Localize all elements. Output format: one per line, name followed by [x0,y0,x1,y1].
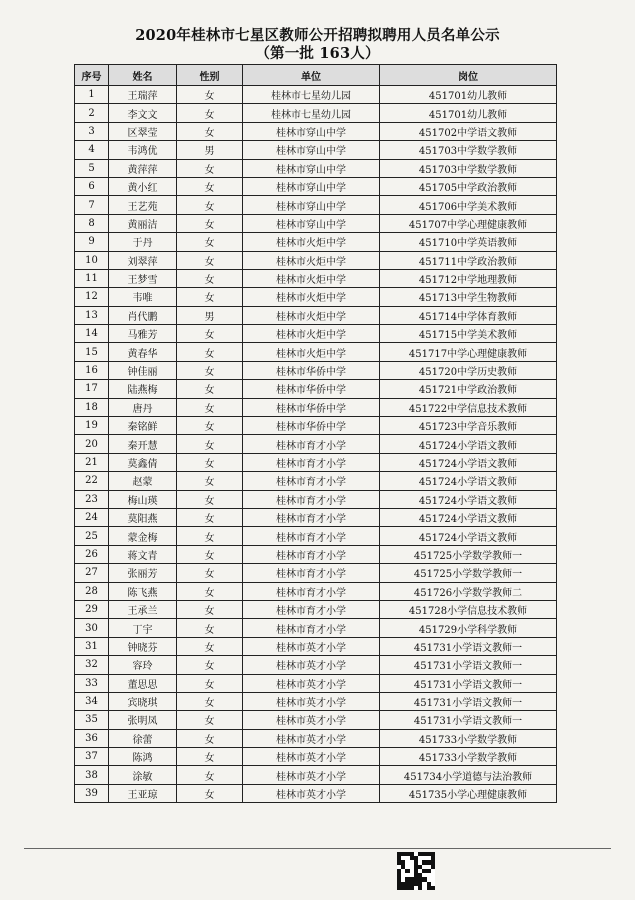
table-header-row [75,65,557,86]
cell-name: 陈飞燕 [109,582,177,600]
table-row [75,656,557,674]
cell-position: 451712中学地理教师 [380,269,557,287]
cell-name: 蒋文青 [109,545,177,563]
cell-seq: 21 [75,453,109,471]
cell-unit: 桂林市育才小学 [243,600,380,618]
cell-position: 451728小学信息技术教师 [380,600,557,618]
cell-position: 451725小学数学教师一 [380,564,557,582]
table-row [75,380,557,398]
cell-gender: 女 [177,766,243,784]
cell-name: 马雅芳 [109,325,177,343]
cell-unit: 桂林市英才小学 [243,784,380,802]
cell-unit: 桂林市火炬中学 [243,233,380,251]
cell-gender: 女 [177,398,243,416]
cell-seq: 37 [75,748,109,766]
cell-position: 451714中学体育教师 [380,306,557,324]
cell-seq: 35 [75,711,109,729]
cell-position: 451702中学语文教师 [380,122,557,140]
cell-name: 王瑞萍 [109,86,177,104]
header-name: 姓名 [109,65,177,86]
cell-seq: 8 [75,214,109,232]
cell-position: 451724小学语文教师 [380,490,557,508]
cell-position: 451705中学政治教师 [380,177,557,195]
cell-unit: 桂林市七星幼儿园 [243,104,380,122]
table-row [75,86,557,104]
cell-position: 451721中学政治教师 [380,380,557,398]
cell-position: 451724小学语文教师 [380,453,557,471]
table-row [75,141,557,159]
cell-gender: 女 [177,343,243,361]
table-row [75,233,557,251]
table-row [75,472,557,490]
cell-name: 于丹 [109,233,177,251]
table-row [75,766,557,784]
cell-position: 451734小学道德与法治教师 [380,766,557,784]
cell-unit: 桂林市华侨中学 [243,398,380,416]
cell-position: 451731小学语文教师一 [380,637,557,655]
cell-gender: 女 [177,196,243,214]
cell-gender: 女 [177,417,243,435]
cell-seq: 36 [75,729,109,747]
cell-name: 张明凤 [109,711,177,729]
cell-seq: 39 [75,784,109,802]
cell-gender: 女 [177,674,243,692]
cell-seq: 24 [75,508,109,526]
cell-seq: 18 [75,398,109,416]
cell-gender: 女 [177,86,243,104]
cell-position: 451731小学语文教师一 [380,656,557,674]
cell-name: 梅山瑛 [109,490,177,508]
cell-unit: 桂林市穿山中学 [243,122,380,140]
table-row [75,325,557,343]
cell-unit: 桂林市穿山中学 [243,159,380,177]
cell-seq: 15 [75,343,109,361]
cell-gender: 女 [177,453,243,471]
cell-name: 徐蕾 [109,729,177,747]
cell-unit: 桂林市英才小学 [243,711,380,729]
cell-unit: 桂林市英才小学 [243,748,380,766]
table-row [75,196,557,214]
cell-name: 刘翠萍 [109,251,177,269]
document-title: 2020年桂林市七星区教师公开招聘拟聘用人员名单公示 [135,27,500,44]
cell-position: 451711中学政治教师 [380,251,557,269]
cell-unit: 桂林市育才小学 [243,619,380,637]
cell-name: 黄小红 [109,177,177,195]
cell-position: 451731小学语文教师一 [380,711,557,729]
cell-seq: 1 [75,86,109,104]
cell-unit: 桂林市火炬中学 [243,343,380,361]
cell-seq: 20 [75,435,109,453]
table-row [75,343,557,361]
cell-position: 451703中学数学教师 [380,141,557,159]
cell-gender: 女 [177,508,243,526]
cell-gender: 女 [177,711,243,729]
table-row [75,269,557,287]
cell-position: 451724小学语文教师 [380,527,557,545]
cell-position: 451713中学生物教师 [380,288,557,306]
cell-seq: 14 [75,325,109,343]
cell-seq: 6 [75,177,109,195]
cell-name: 宾晓琪 [109,692,177,710]
cell-name: 王亚琼 [109,784,177,802]
cell-gender: 女 [177,729,243,747]
table-row [75,619,557,637]
cell-gender: 女 [177,380,243,398]
cell-position: 451733小学数学教师 [380,748,557,766]
cell-seq: 32 [75,656,109,674]
cell-unit: 桂林市火炬中学 [243,288,380,306]
cell-unit: 桂林市育才小学 [243,490,380,508]
table-row [75,748,557,766]
cell-name: 丁宇 [109,619,177,637]
table-row [75,711,557,729]
cell-gender: 女 [177,600,243,618]
cell-unit: 桂林市华侨中学 [243,361,380,379]
cell-name: 莫鑫倩 [109,453,177,471]
cell-position: 451724小学语文教师 [380,508,557,526]
cell-gender: 女 [177,122,243,140]
table-row [75,564,557,582]
cell-name: 黄丽洁 [109,214,177,232]
header-unit: 单位 [243,65,380,86]
table-row [75,674,557,692]
cell-seq: 27 [75,564,109,582]
cell-gender: 女 [177,214,243,232]
cell-position: 451703中学数学教师 [380,159,557,177]
cell-position: 451706中学美术教师 [380,196,557,214]
cell-seq: 29 [75,600,109,618]
cell-gender: 女 [177,692,243,710]
cell-seq: 23 [75,490,109,508]
cell-unit: 桂林市穿山中学 [243,214,380,232]
cell-seq: 28 [75,582,109,600]
table-row [75,177,557,195]
cell-name: 唐丹 [109,398,177,416]
cell-seq: 2 [75,104,109,122]
cell-name: 秦铭鲜 [109,417,177,435]
cell-position: 451701幼儿教师 [380,104,557,122]
cell-name: 陆燕梅 [109,380,177,398]
cell-seq: 33 [75,674,109,692]
cell-gender: 女 [177,159,243,177]
table-row [75,361,557,379]
cell-name: 容玲 [109,656,177,674]
table-row [75,306,557,324]
cell-seq: 34 [75,692,109,710]
cell-seq: 12 [75,288,109,306]
cell-gender: 女 [177,435,243,453]
cell-unit: 桂林市英才小学 [243,729,380,747]
cell-name: 王承兰 [109,600,177,618]
cell-unit: 桂林市华侨中学 [243,380,380,398]
cell-unit: 桂林市育才小学 [243,564,380,582]
cell-seq: 5 [75,159,109,177]
table-row [75,508,557,526]
cell-gender: 女 [177,784,243,802]
cell-seq: 26 [75,545,109,563]
cell-name: 陈鸿 [109,748,177,766]
cell-seq: 4 [75,141,109,159]
cell-position: 451731小学语文教师一 [380,674,557,692]
cell-unit: 桂林市英才小学 [243,766,380,784]
cell-gender: 女 [177,582,243,600]
cell-gender: 女 [177,564,243,582]
cell-position: 451724小学语文教师 [380,472,557,490]
table-row [75,417,557,435]
cell-gender: 女 [177,288,243,306]
table-row [75,288,557,306]
cell-seq: 38 [75,766,109,784]
cell-gender: 女 [177,269,243,287]
table-row [75,784,557,802]
cell-seq: 11 [75,269,109,287]
header-gender: 性别 [177,65,243,86]
cell-position: 451710中学英语教师 [380,233,557,251]
cell-position: 451725小学数学教师一 [380,545,557,563]
cell-name: 韦鸿优 [109,141,177,159]
table-row [75,600,557,618]
cell-seq: 17 [75,380,109,398]
cell-unit: 桂林市育才小学 [243,508,380,526]
roster-table [74,64,557,803]
cell-gender: 女 [177,177,243,195]
cell-position: 451717中学心理健康教师 [380,343,557,361]
table-row [75,637,557,655]
cell-position: 451726小学数学教师二 [380,582,557,600]
cell-position: 451707中学心理健康教师 [380,214,557,232]
cell-name: 秦开慧 [109,435,177,453]
cell-gender: 男 [177,141,243,159]
cell-unit: 桂林市火炬中学 [243,306,380,324]
table-row [75,453,557,471]
cell-position: 451729小学科学教师 [380,619,557,637]
cell-name: 莫阳燕 [109,508,177,526]
table-row [75,692,557,710]
table-row [75,490,557,508]
table-row [75,582,557,600]
cell-position: 451724小学语文教师 [380,435,557,453]
cell-gender: 女 [177,656,243,674]
cell-name: 王梦雪 [109,269,177,287]
cell-unit: 桂林市穿山中学 [243,141,380,159]
cell-seq: 30 [75,619,109,637]
cell-unit: 桂林市穿山中学 [243,177,380,195]
cell-seq: 22 [75,472,109,490]
cell-unit: 桂林市火炬中学 [243,325,380,343]
table-row [75,159,557,177]
cell-gender: 女 [177,619,243,637]
cell-name: 钟佳丽 [109,361,177,379]
cell-gender: 女 [177,251,243,269]
table-row [75,527,557,545]
cell-name: 王艺苑 [109,196,177,214]
header-seq: 序号 [75,65,109,86]
cell-unit: 桂林市华侨中学 [243,417,380,435]
cell-unit: 桂林市育才小学 [243,435,380,453]
cell-seq: 3 [75,122,109,140]
cell-name: 涂敏 [109,766,177,784]
cell-seq: 9 [75,233,109,251]
cell-gender: 女 [177,104,243,122]
table-row [75,214,557,232]
cell-gender: 女 [177,637,243,655]
cell-name: 赵蒙 [109,472,177,490]
cell-gender: 女 [177,748,243,766]
document-subtitle: （第一批 163人） [255,45,380,62]
cell-name: 董思思 [109,674,177,692]
cell-gender: 女 [177,490,243,508]
cell-unit: 桂林市英才小学 [243,674,380,692]
cell-name: 蒙金梅 [109,527,177,545]
cell-gender: 女 [177,233,243,251]
footer-divider [24,848,611,849]
table-row [75,251,557,269]
table-row [75,104,557,122]
cell-unit: 桂林市穿山中学 [243,196,380,214]
cell-unit: 桂林市英才小学 [243,656,380,674]
cell-gender: 女 [177,472,243,490]
cell-name: 黄萍萍 [109,159,177,177]
cell-seq: 13 [75,306,109,324]
cell-gender: 女 [177,545,243,563]
cell-unit: 桂林市英才小学 [243,692,380,710]
cell-name: 钟晓芬 [109,637,177,655]
cell-position: 451731小学语文教师一 [380,692,557,710]
cell-seq: 10 [75,251,109,269]
cell-seq: 25 [75,527,109,545]
qr-code-icon [397,852,435,890]
cell-name: 区翠莹 [109,122,177,140]
cell-position: 451701幼儿教师 [380,86,557,104]
cell-gender: 女 [177,325,243,343]
cell-name: 张丽芳 [109,564,177,582]
cell-position: 451723中学音乐教师 [380,417,557,435]
table-row [75,435,557,453]
cell-gender: 女 [177,527,243,545]
header-position: 岗位 [380,65,557,86]
table-row [75,729,557,747]
table-row [75,545,557,563]
cell-position: 451722中学信息技术教师 [380,398,557,416]
cell-unit: 桂林市七星幼儿园 [243,86,380,104]
cell-unit: 桂林市育才小学 [243,453,380,471]
cell-name: 肖代鹏 [109,306,177,324]
cell-gender: 女 [177,361,243,379]
cell-seq: 7 [75,196,109,214]
cell-unit: 桂林市育才小学 [243,545,380,563]
cell-unit: 桂林市火炬中学 [243,269,380,287]
cell-position: 451735小学心理健康教师 [380,784,557,802]
cell-unit: 桂林市英才小学 [243,637,380,655]
cell-name: 韦唯 [109,288,177,306]
table-row [75,398,557,416]
cell-name: 李文文 [109,104,177,122]
cell-position: 451715中学美术教师 [380,325,557,343]
cell-gender: 男 [177,306,243,324]
cell-unit: 桂林市育才小学 [243,582,380,600]
cell-unit: 桂林市育才小学 [243,472,380,490]
cell-position: 451733小学数学教师 [380,729,557,747]
cell-seq: 19 [75,417,109,435]
cell-name: 黄春华 [109,343,177,361]
cell-unit: 桂林市育才小学 [243,527,380,545]
table-row [75,122,557,140]
cell-seq: 31 [75,637,109,655]
cell-position: 451720中学历史教师 [380,361,557,379]
cell-seq: 16 [75,361,109,379]
cell-unit: 桂林市火炬中学 [243,251,380,269]
